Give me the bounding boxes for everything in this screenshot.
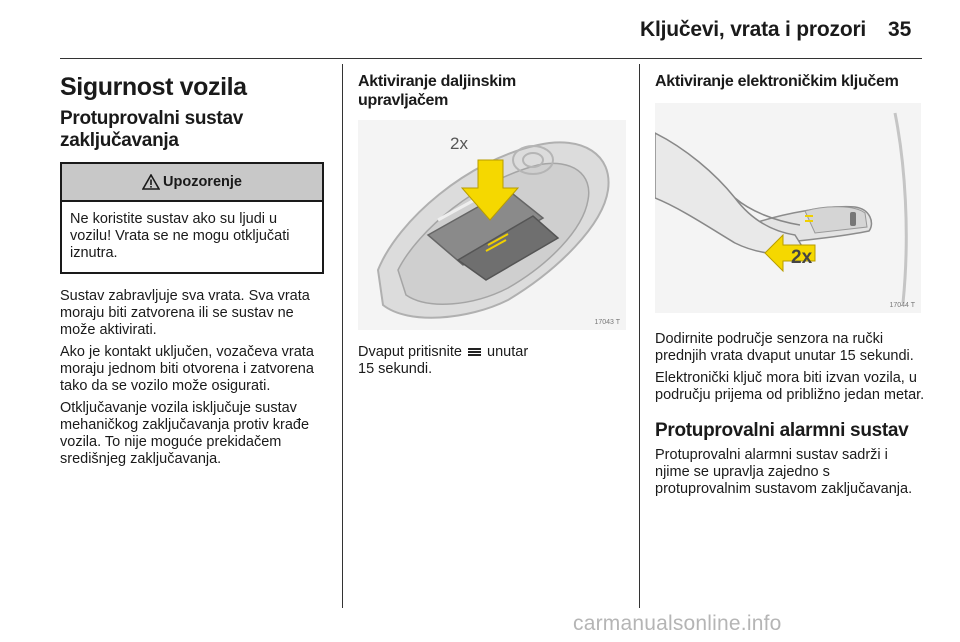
press-count-label: 2x bbox=[450, 134, 468, 153]
remote-key-figure bbox=[358, 120, 626, 330]
figure-number: 17044 T bbox=[889, 302, 915, 309]
column-divider-1 bbox=[342, 64, 343, 608]
remote-instruction-text-after: unutar bbox=[487, 344, 529, 360]
watermark: carmanualsonline.info bbox=[573, 612, 782, 635]
remote-instruction bbox=[358, 344, 626, 378]
section-title: Sigurnost vozila bbox=[60, 73, 247, 101]
column-3 bbox=[655, 72, 925, 498]
paragraph-2: Ako je kontakt uključen, vozačeva vrata moraju jednom biti otvorena i zatvorena tako da se vozilo može osigurati. bbox=[60, 344, 314, 394]
warning-header bbox=[62, 164, 322, 202]
lock-button-icon bbox=[468, 348, 481, 356]
door-handle-illustration bbox=[655, 103, 921, 313]
column-2 bbox=[358, 72, 626, 378]
warning-box bbox=[60, 162, 324, 274]
paragraph-1: Sustav zabravljuje sva vrata. Sva vrata moraju biti zatvorena ili se sustav ne može aktivirati. bbox=[60, 288, 310, 338]
door-handle-figure bbox=[655, 103, 921, 313]
header-rule bbox=[60, 58, 922, 59]
column-1 bbox=[60, 72, 330, 468]
figure-number: 17043 T bbox=[594, 319, 620, 326]
page-number: 35 bbox=[888, 18, 912, 41]
remote-activation-heading: Aktiviranje daljinskim upravljačem bbox=[358, 73, 516, 109]
paragraph-alarm: Protuprovalni alarmni sustav sadrži i njime se upravlja zajedno s protuprovalnim sustavom zaključavanja. bbox=[655, 447, 913, 497]
warning-icon bbox=[142, 174, 160, 190]
column-divider-2 bbox=[639, 64, 640, 608]
touch-count-label: 2x bbox=[791, 247, 813, 268]
warning-title: Upozorenje bbox=[163, 174, 242, 190]
alarm-system-heading: Protuprovalni alarmni sustav bbox=[655, 420, 909, 441]
warning-text: Ne koristite sustav ako su ljudi u vozilu! Vrata se ne mogu otključati iznutra. bbox=[70, 211, 290, 261]
subsection-title: Protuprovalni sustav zaključavanja bbox=[60, 108, 243, 151]
remote-key-illustration bbox=[358, 120, 626, 330]
remote-instruction-line-2: 15 sekundi. bbox=[358, 361, 433, 377]
page-header-title: Ključevi, vrata i prozori bbox=[640, 18, 867, 41]
paragraph-sensor: Dodirnite područje senzora na ručki prednjih vrata dvaput unutar 15 sekundi. bbox=[655, 331, 914, 364]
electronic-key-heading: Aktiviranje elektroničkim ključem bbox=[655, 73, 899, 90]
remote-instruction-text-before: Dvaput pritisnite bbox=[358, 344, 462, 360]
paragraph-3: Otključavanje vozila isključuje sustav mehaničkog zaključavanja protiv krađe vozila. To nije moguće prekidačem središnjeg zaključavanja. bbox=[60, 400, 310, 467]
paragraph-key-range: Elektronički ključ mora biti izvan vozila, u području prijema od približno jedan metar. bbox=[655, 370, 925, 403]
